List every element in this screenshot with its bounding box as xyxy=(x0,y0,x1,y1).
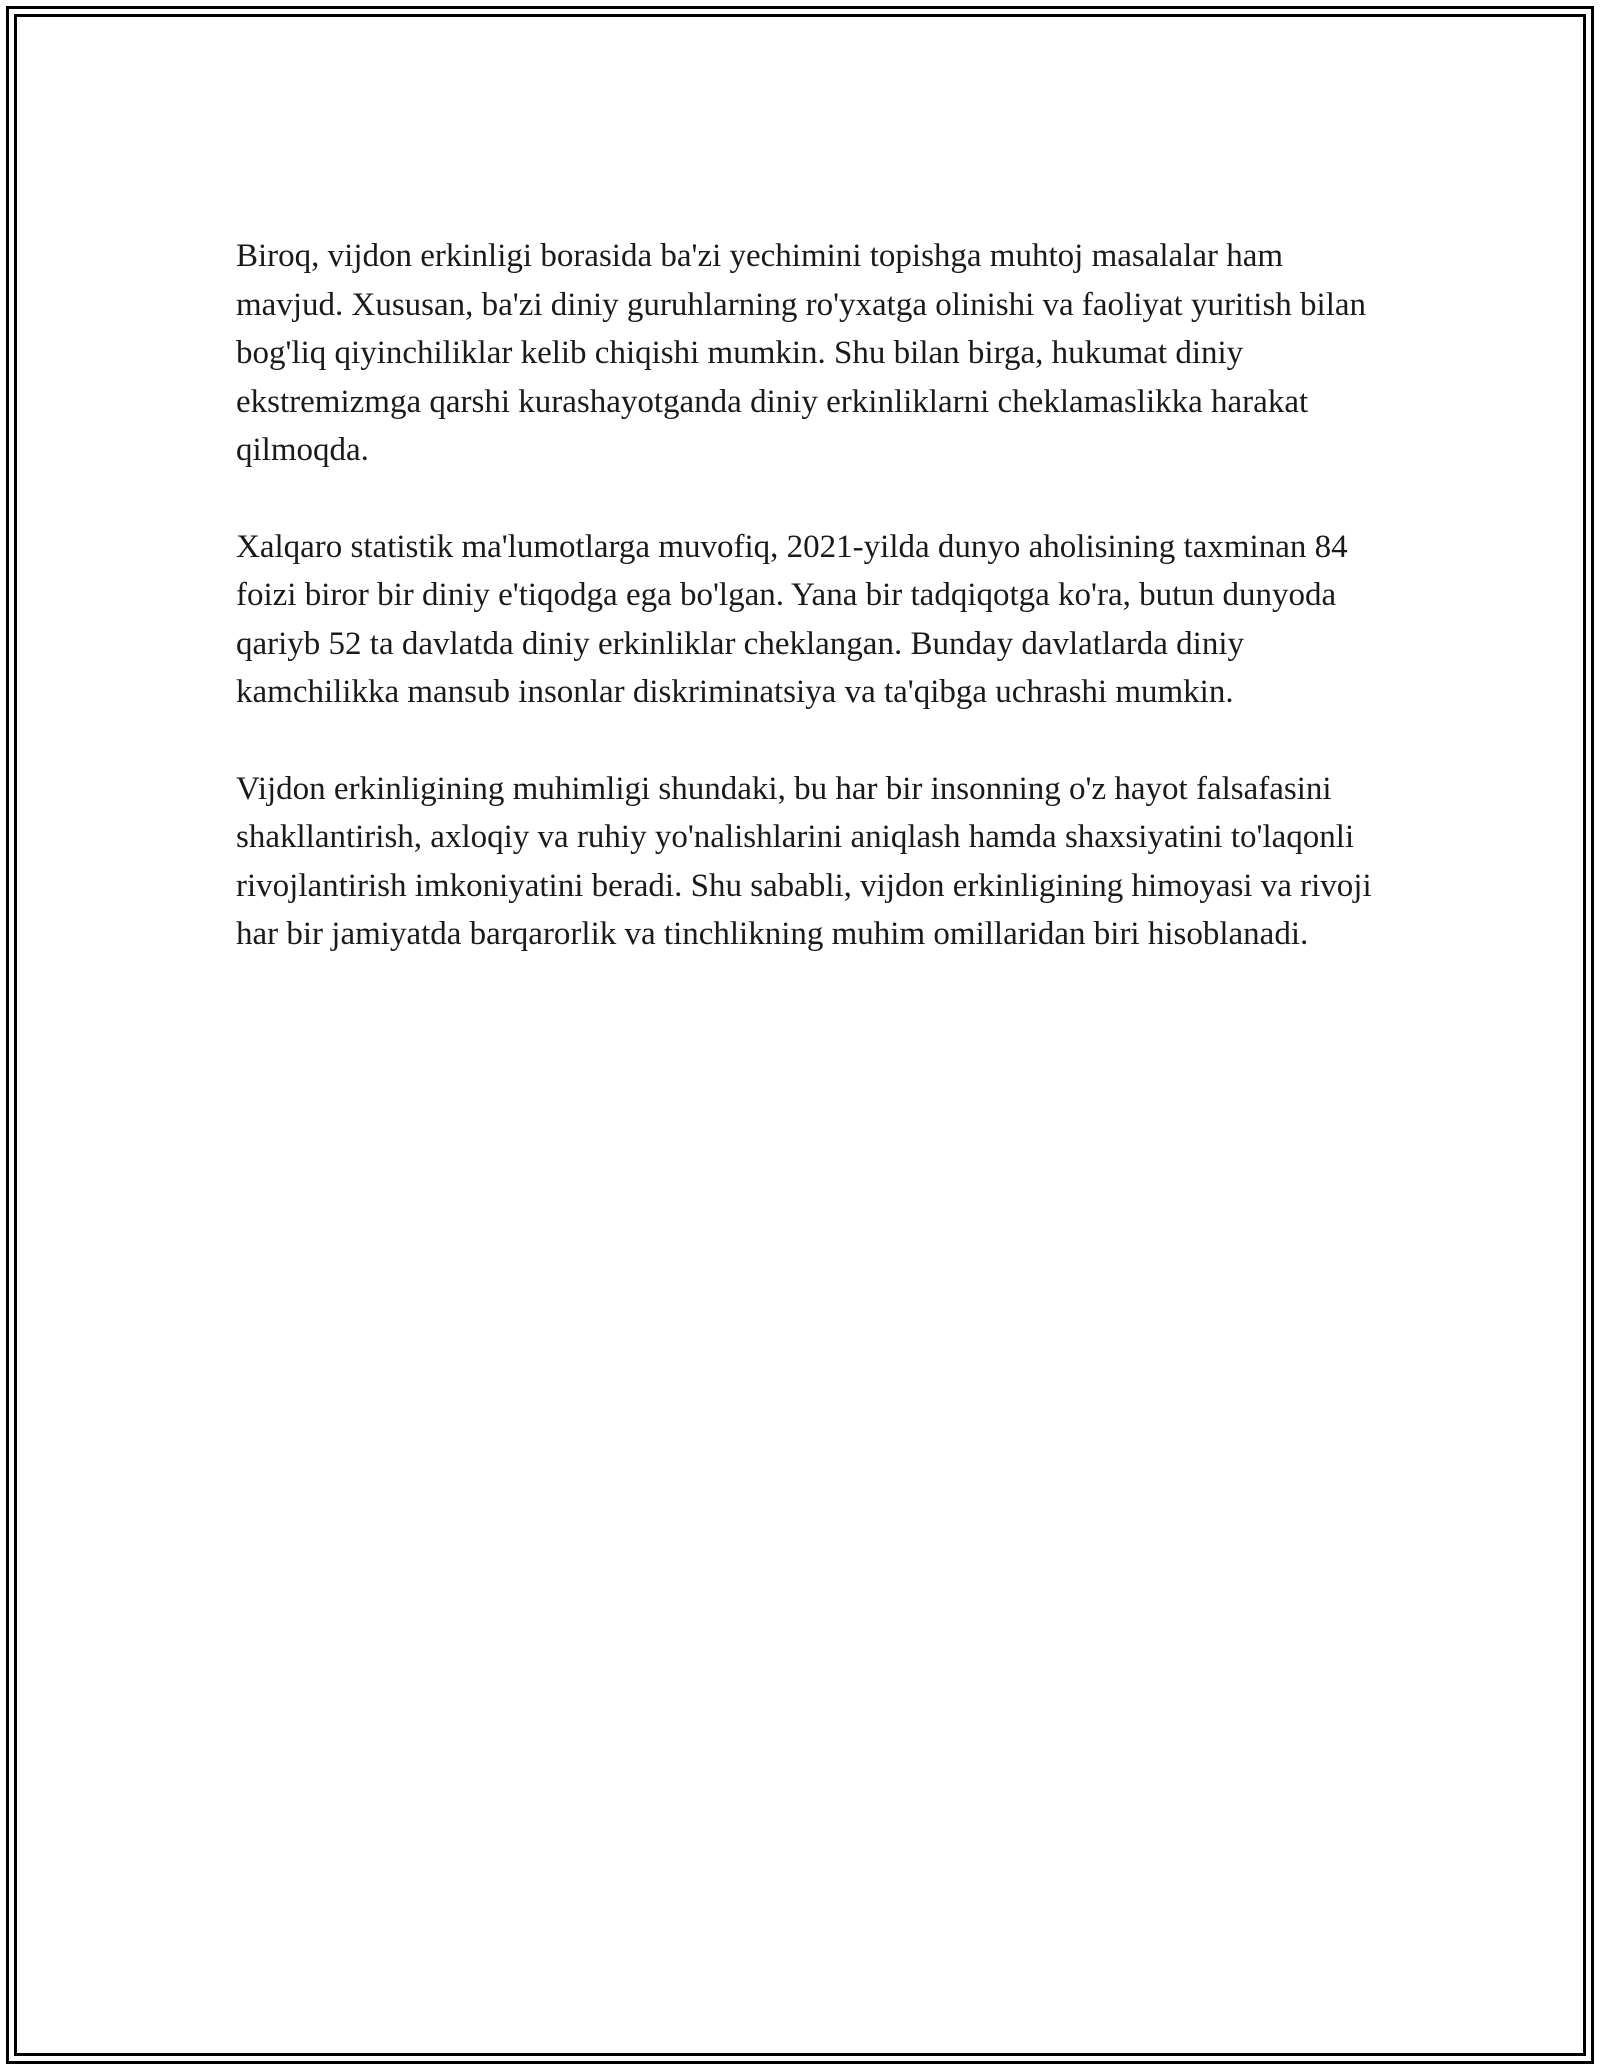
paragraph-2: Xalqaro statistik ma'lumotlarga muvofiq, 2021-yilda dunyo aholisining taxminan 84 foizi biror bir diniy e'tiqodga ega bo'lgan. Yana bir tadqiqotga ko'ra, butun dunyoda qariyb 52 ta davlatda diniy erkinliklar cheklangan. Bunday davlatlarda diniy kamchilikka mansub insonlar diskriminatsiya va ta'qibga uchrashi mumkin. xyxy=(236,528,1348,710)
paragraph-3: Vijdon erkinligining muhimligi shundaki, bu har bir insonning o'z hayot falsafasini shakllantirish, axloqiy va ruhiy yo'nalishlarini aniqlash hamda shaxsiyatini to'laqonli rivojlantirish imkoniyatini beradi. Shu sababli, vijdon erkinligining himoyasi va rivoji har bir jamiyatda barqarorlik va tinchlikning muhim omillaridan biri hisoblanadi. xyxy=(236,770,1372,952)
paragraph-1: Biroq, vijdon erkinligi borasida ba'zi yechimini topishga muhtoj masalalar ham mavjud. Xususan, ba'zi diniy guruhlarning ro'yxatga olinishi va faoliyat yuritish bilan bog'liq qiyinchiliklar kelib chiqishi mumkin. Shu bilan birga, hukumat diniy ekstremizmga qarshi kurashayotganda diniy erkinliklarni cheklamaslikka harakat qilmoqda. xyxy=(236,238,1367,468)
document-body xyxy=(236,232,1386,1007)
